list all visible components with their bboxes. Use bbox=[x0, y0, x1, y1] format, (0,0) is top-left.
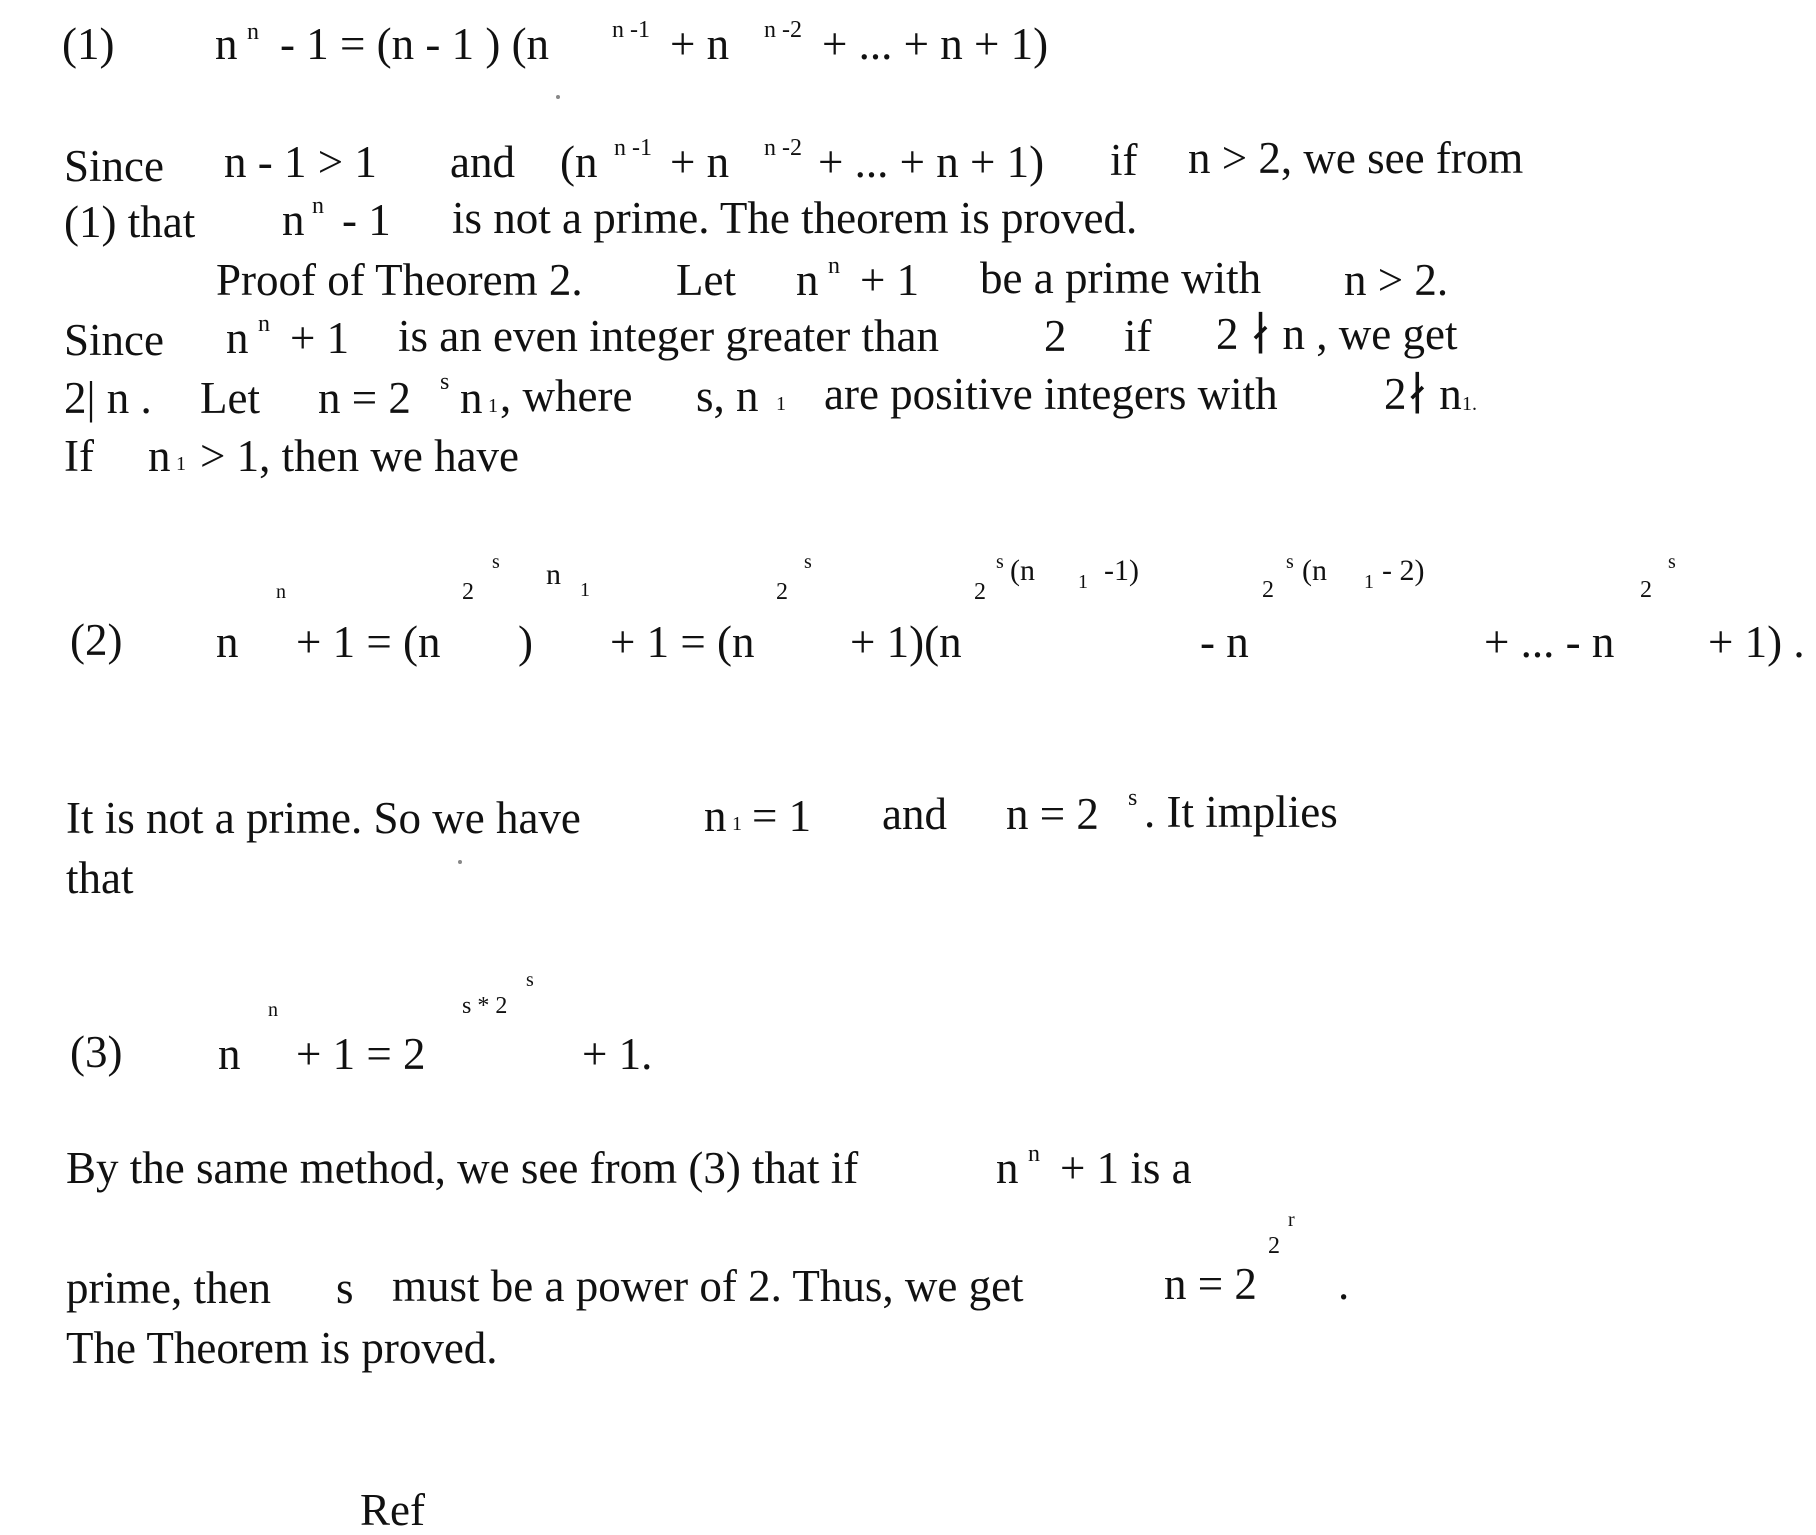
superscript: n bbox=[546, 558, 561, 591]
text: and bbox=[450, 137, 515, 187]
superscript: s bbox=[526, 969, 534, 991]
text: Let bbox=[676, 255, 736, 305]
proof-heading: Proof of Theorem 2. bbox=[216, 255, 583, 305]
superscript: -1) bbox=[1104, 554, 1139, 587]
superscript: n bbox=[312, 193, 324, 219]
subscript: 1 bbox=[1364, 571, 1374, 593]
text: must be a power of 2. Thus, we get bbox=[392, 1261, 1024, 1311]
math-text: + ... - n bbox=[1484, 617, 1615, 667]
math-text: n > 2. bbox=[1344, 255, 1449, 305]
superscript: 2 bbox=[974, 579, 986, 605]
superscript: s bbox=[1668, 551, 1676, 573]
math-text: n bbox=[215, 19, 238, 69]
math-text: + 1 bbox=[860, 255, 920, 305]
superscript: n bbox=[268, 999, 278, 1021]
subscript: 1. bbox=[1462, 393, 1477, 415]
math-text: n bbox=[704, 791, 727, 841]
text: It is not a prime. So we have bbox=[66, 793, 581, 843]
math-text: - n bbox=[1200, 617, 1249, 667]
text: be a prime with bbox=[980, 253, 1262, 303]
math-text: s bbox=[336, 1263, 354, 1313]
math-text: n = 2 bbox=[1006, 789, 1099, 839]
math-text: n bbox=[460, 373, 483, 423]
superscript: s bbox=[804, 551, 812, 573]
math-text: + 1 bbox=[290, 313, 350, 363]
superscript: (n bbox=[1010, 554, 1035, 587]
text: that bbox=[66, 853, 134, 903]
superscript: n bbox=[258, 311, 270, 337]
math-text: n bbox=[226, 313, 249, 363]
math-text: n bbox=[282, 195, 305, 245]
equation-label: (1) bbox=[62, 19, 115, 69]
math-text: n bbox=[148, 431, 171, 481]
superscript: s bbox=[492, 551, 500, 573]
math-text: + 1 = (n bbox=[296, 617, 441, 667]
text: is an even integer greater than bbox=[398, 311, 939, 361]
math-text: n bbox=[218, 1029, 241, 1079]
math-text: s, n bbox=[696, 371, 759, 421]
text: If bbox=[64, 431, 94, 481]
superscript: 2 bbox=[462, 579, 474, 605]
text: , where bbox=[500, 371, 633, 421]
text: . It implies bbox=[1144, 787, 1338, 837]
superscript: 2 bbox=[1268, 1233, 1280, 1259]
superscript: n bbox=[247, 19, 259, 45]
text: By the same method, we see from (3) that if bbox=[66, 1143, 859, 1193]
math-text: n bbox=[796, 255, 819, 305]
references-fragment-clip bbox=[360, 1485, 560, 1535]
superscript: n -2 bbox=[764, 135, 802, 161]
math-text: (n bbox=[560, 137, 598, 187]
equation-label: (3) bbox=[70, 1027, 123, 1077]
text: + 1 is a bbox=[1060, 1143, 1192, 1193]
superscript: n -1 bbox=[614, 135, 652, 161]
subscript: 1 bbox=[580, 579, 590, 601]
references-heading-fragment: Ref bbox=[360, 1485, 425, 1535]
text: is not a prime. The theorem is proved. bbox=[452, 193, 1138, 243]
superscript: n -1 bbox=[612, 17, 650, 43]
text: > 1, then we have bbox=[200, 431, 520, 481]
subscript: 1 bbox=[488, 395, 498, 417]
math-text: + ... + n + 1) bbox=[818, 137, 1045, 187]
text: Since bbox=[64, 315, 164, 365]
math-text: - 1 = (n - 1 ) (n bbox=[280, 19, 550, 69]
math-text: + 1. bbox=[582, 1029, 653, 1079]
superscript: s bbox=[1286, 551, 1294, 573]
text: and bbox=[882, 789, 947, 839]
equation-label: (2) bbox=[70, 615, 123, 665]
text: Let bbox=[200, 373, 260, 423]
superscript: - 2) bbox=[1382, 554, 1425, 587]
superscript: n bbox=[276, 581, 286, 603]
math-text: . bbox=[1338, 1259, 1350, 1309]
math-text: 2| n . bbox=[64, 373, 152, 423]
subscript: 1 bbox=[1078, 571, 1088, 593]
math-text: n - 1 > 1 bbox=[224, 137, 377, 187]
superscript: s bbox=[1128, 785, 1138, 811]
text: if bbox=[1110, 135, 1138, 185]
math-text: + 1)(n bbox=[850, 617, 962, 667]
math-text: 2 bbox=[1044, 311, 1067, 361]
text: Since bbox=[64, 141, 164, 191]
math-text: ) bbox=[518, 617, 533, 667]
superscript: s * 2 bbox=[462, 993, 508, 1019]
text: if bbox=[1124, 311, 1152, 361]
superscript: s bbox=[996, 551, 1004, 573]
subscript: 1 bbox=[732, 813, 742, 835]
text: n > 2, we see from bbox=[1188, 133, 1524, 183]
math-text: n bbox=[996, 1143, 1019, 1193]
math-text: n = 2 bbox=[318, 373, 411, 423]
text: (1) that bbox=[64, 197, 196, 247]
superscript: s bbox=[440, 369, 450, 395]
subscript: 1 bbox=[776, 393, 786, 415]
superscript: n bbox=[1028, 1141, 1040, 1167]
math-text: + 1 = 2 bbox=[296, 1029, 426, 1079]
math-text: + n bbox=[670, 137, 730, 187]
math-text: 2∤ n bbox=[1384, 369, 1462, 419]
math-text: + 1 = (n bbox=[610, 617, 755, 667]
superscript: 2 bbox=[1640, 577, 1652, 603]
math-text: + ... + n + 1) bbox=[822, 19, 1049, 69]
superscript: 2 bbox=[776, 579, 788, 605]
superscript: 2 bbox=[1262, 577, 1274, 603]
superscript: r bbox=[1288, 1209, 1295, 1231]
math-text: - 1 bbox=[342, 195, 391, 245]
text: prime, then bbox=[66, 1263, 271, 1313]
math-text: 2 ∤ n , we get bbox=[1216, 309, 1458, 359]
math-text: = 1 bbox=[752, 791, 812, 841]
math-text: + 1) . bbox=[1708, 617, 1805, 667]
subscript: 1 bbox=[176, 453, 186, 475]
superscript: (n bbox=[1302, 554, 1327, 587]
superscript: n bbox=[828, 253, 840, 279]
math-text: + n bbox=[670, 19, 730, 69]
superscript: n -2 bbox=[764, 17, 802, 43]
math-text: n = 2 bbox=[1164, 1259, 1257, 1309]
math-text: n bbox=[216, 617, 239, 667]
text: are positive integers with bbox=[824, 369, 1278, 419]
text: The Theorem is proved. bbox=[66, 1323, 498, 1373]
